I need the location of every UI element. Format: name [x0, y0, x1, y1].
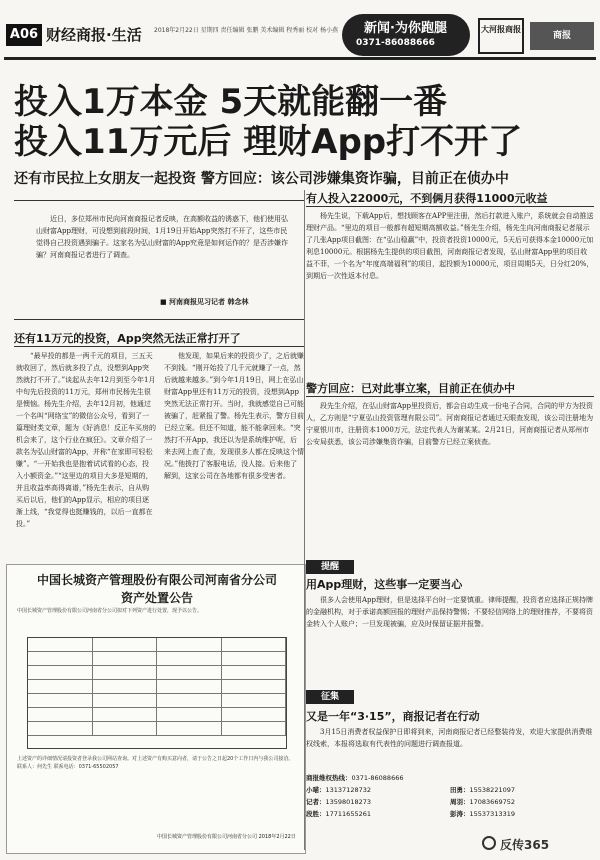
contact-item — [450, 784, 594, 796]
contact-key: 田勇： — [450, 786, 470, 794]
contact-key: 周羽： — [450, 798, 470, 806]
section-1b-text: 他发现，如果后来的投资少了，之后就赚不到钱。“刚开始投了几千元就赚了一点，然后就越来越多。”到今年1月19日，网上在弘山财富App里还有11万元的投资，没想到App突然无法正常打开。当时，我就感觉自己可能被骗了，赶紧报了警。杨先生表示，警方目前已经立案。但还不知道，能不能拿回来。“突然打不开App，我还以为是系统维护呢，后来去网上查了查，发现很多人都在反映这个情况。”他拨打了客服电话，没人接。后来他了解到，这家公司在各地都有很多受害者。 — [164, 352, 304, 480]
tip-text: 很多人会使用App理财，但是选择平台时一定要慎重。律师提醒，投资者应选择正规持牌的金融机构，对于承诺高额回报的理财产品保持警惕；不要轻信网络上的理财推荐，不要将资金转入个人账户；一旦发现被骗，应及时保留证据并报警。 — [306, 596, 594, 628]
lead-credit: ■ 河南商报见习记者 韩念林 — [160, 298, 249, 306]
ad-signature: 中国长城资产管理股份有限公司河南省分公司 2018年2月22日 — [157, 834, 296, 840]
section-1-text: “最早投的都是一两千元的项目，三五天就收回了，然后就多投了点，没想到App突然就打不开了。”谈起从去年12月到至今年1月中旬先后投资的11万元，郑州市民杨先生很是懊恼。杨先生介绍，去年12月初，他通过一个名叫“网络宝”的微信公众号，看到了一篇理财类文章，题为《好消息！反正车买房的机会来了，这个行业在疯狂》。文章介绍了一款名为弘山财富的App，并称“在家即可轻松赚”。“一开始我也是抱着试试看的心态，投入小额资金。”“这里边的项目大多是短期的，并且收益率高得离谱，”杨先生表示，自从购买后以后，他们的App显示，相应的项目逐渐上线，“我觉得也挺赚钱的，以后一直都在投。” — [16, 352, 156, 528]
contact-key: 彭涛： — [450, 810, 470, 818]
section-2-col — [306, 210, 594, 374]
section-3-col — [306, 400, 594, 552]
hotline-label: 商报维权热线： — [306, 774, 352, 782]
section-3-title: 警方回应：已对此事立案，目前正在侦办中 — [306, 380, 594, 397]
section-1-title: 还有11万元的投资，App突然无法正常打开了 — [14, 330, 304, 347]
headline-line-1: 投入1万本金 5天就能翻一番 — [14, 82, 448, 122]
wechat-icon — [482, 836, 496, 850]
contact-item — [306, 796, 450, 808]
contact-list — [306, 772, 594, 832]
ad-asset-table — [27, 637, 287, 749]
table-row — [28, 722, 286, 736]
headline-line-2: 投入11万元后 理财App打不开了 — [14, 122, 523, 162]
header-meta: 2018年2月22日 星期四 责任编辑 张鹏 美术编辑 程秀丽 校对 杨小燕 — [154, 27, 339, 34]
section-1-col-a — [16, 350, 156, 556]
table-row — [28, 652, 286, 666]
brand-logo: 商报 — [530, 22, 594, 50]
ad-footer-text: 上述资产的详细情况请投资者登录我公司网站查询。对上述资产有购买意向者，请于公告之日起20个工作日内与我公司接洽。联系人：何先生 联系电话：0371-65502057 — [17, 756, 294, 770]
campaign-title: 又是一年“3·15”，商报记者在行动 — [306, 710, 480, 723]
contact-value: 13598018273 — [325, 798, 371, 806]
ad-title-2: 资产处置公告 — [120, 591, 193, 605]
contact-value: 15537313319 — [469, 810, 515, 818]
hotline-badge — [342, 10, 472, 58]
contact-value: 17711655261 — [325, 810, 371, 818]
column-divider — [304, 190, 305, 850]
section-2-title: 有人投入22000元，不到俩月获得11000元收益 — [306, 190, 594, 207]
table-row — [28, 708, 286, 722]
contact-value: 13137128732 — [325, 786, 371, 794]
table-row — [28, 666, 286, 680]
brand-box: 大河报商报 — [478, 18, 524, 54]
lead-text: 近日，多位郑州市民向河南商报记者反映，在高额收益的诱惑下，他们使用弘山财富App理财，可没想到前段时间，1月19日开始App突然打不开了，这些市民觉得自己投资遇到骗子。这家名为弘山财富的App究竟是如何运作的？是否涉嫌诈骗？河南商报记者进行了调查。 — [36, 215, 289, 259]
table-row — [28, 694, 286, 708]
campaign-text: 3月15日消费者权益保护日即将到来，河南商报记者已经整装待发，欢迎大家提供消费维权线索，本报将选取有代表性的问题进行调查报道。 — [306, 728, 593, 748]
contact-key: 记者： — [306, 798, 326, 806]
lead-box — [14, 200, 304, 320]
hotline-phone: 0371-86088666 — [356, 38, 435, 48]
contact-key: 小喵： — [306, 786, 326, 794]
campaign-tag: 征集 — [306, 690, 354, 704]
section-3-text: 段先生介绍，在弘山财富App里投资后，都会自动生成一份电子合同，合同的甲方为投资人，乙方则是“宁夏弘山投资管理有限公司”。河南商报记者通过天眼查发现，该公司注册地为宁夏银川市，注册资本1000万元，法定代表人为谢某某。2月21日，河南商报记者从郑州市公安局获悉，该公司涉嫌集资诈骗，目前警方已经立案侦查。 — [306, 402, 594, 446]
contact-item — [306, 808, 450, 820]
contact-key: 段胜： — [306, 810, 326, 818]
contact-item — [450, 808, 594, 820]
asset-disposal-ad — [6, 564, 306, 854]
hotline-number: 0371-86088666 — [351, 774, 404, 782]
hotline-title: 新闻·为你跑腿 — [364, 21, 447, 36]
page-header — [4, 4, 596, 60]
campaign-col — [306, 726, 594, 770]
contact-value: 15538221097 — [469, 786, 515, 794]
sub-headline: 还有市民拉上女朋友一起投资 警方回应：该公司涉嫌集资诈骗，目前正在侦办中 — [14, 171, 509, 187]
section-code: A06 — [6, 24, 42, 46]
ad-intro: 中国长城资产管理股份有限公司河南省分公司拟对下列资产进行处置，现予以公告。 — [17, 608, 203, 614]
contact-value: 17083669752 — [469, 798, 515, 806]
contact-grid — [306, 784, 594, 820]
section-1-col-b — [164, 350, 304, 556]
tip-col — [306, 594, 594, 680]
tip-tag: 提醒 — [306, 560, 354, 574]
section-2-text: 杨先生说，下载App后，想找顾客在APP里注册，然后打款进入账户，系统就会自动推送理财产品。“里边的项目一般都有超短期高额收益。”杨先生介绍，杨先生向河南商报记者展示了几张App项目截图：在“弘山稳赢”中，投资者投资10000元，5天后可获得本金10000元加利息10000元。根据杨先生提供的项目截图，河南商报记者发现，弘山财富App里的项目收益不菲，一个名为“年度高端福利”的项目，起投额为10000元，项目周期5天，日分红20%，到期后一次性返本付息。 — [306, 212, 594, 280]
contact-item — [306, 784, 450, 796]
contact-item — [450, 796, 594, 808]
tip-title: 用App理财，这些事一定要当心 — [306, 578, 463, 591]
table-row — [28, 680, 286, 694]
ad-title-1: 中国长城资产管理股份有限公司河南省分公司 — [36, 573, 277, 587]
watermark: 反传365 — [500, 838, 550, 852]
section-name: 财经商报·生活 — [46, 26, 142, 44]
hotline-row — [306, 772, 594, 784]
table-row — [28, 638, 286, 652]
